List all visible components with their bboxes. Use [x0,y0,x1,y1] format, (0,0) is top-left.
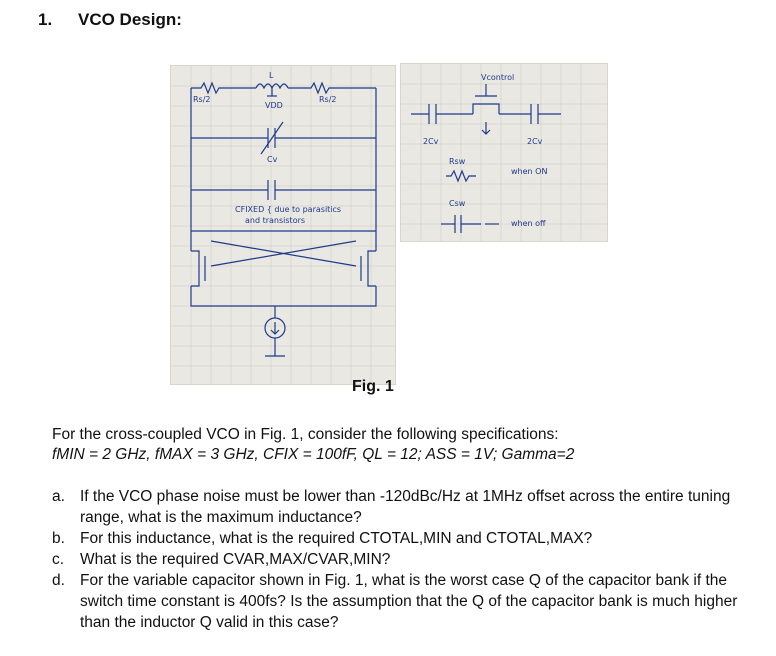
section-number: 1. [38,10,53,29]
question-marker: a. [52,488,65,505]
question-c [52,549,752,570]
label-rs-right: Rs/2 [319,95,337,104]
label-cfix-line2: and transistors [245,216,306,225]
label-2cv-left: 2Cv [423,137,439,146]
section-title: VCO Design: [78,10,182,29]
specifications: fMIN = 2 GHz, fMAX = 3 GHz, CFIX = 100fF, QL = 12; ASS = 1V; Gamma=2 [52,446,575,463]
question-text: What is the required CVAR,MAX/CVAR,MIN? [80,551,391,568]
label-vcontrol: Vcontrol [481,73,515,82]
label-cv: Cv [267,155,278,164]
intro-text: For the cross-coupled VCO in Fig. 1, consider the following specifications: [52,426,559,443]
question-b [52,528,752,549]
switched-cap-drawing [401,64,607,241]
label-inductor: L [269,71,274,80]
question-d [52,570,752,633]
label-2cv-right: 2Cv [527,137,543,146]
switched-cap-photo [400,63,608,242]
figure-caption: Fig. 1 [352,378,394,395]
question-marker: d. [52,572,65,589]
question-marker: c. [52,551,65,568]
question-list [52,486,752,633]
question-text: For this inductance, what is the required CTOTAL,MIN and CTOTAL,MAX? [80,530,593,547]
label-when-off: when off [511,219,546,228]
label-rsw: Rsw [449,157,466,166]
question-a [52,486,752,528]
label-csw: Csw [449,199,466,208]
vco-schematic-drawing [171,66,395,384]
label-vdd: VDD [265,101,283,110]
section-heading [38,10,182,30]
label-when-on: when ON [511,167,548,176]
vco-schematic-photo [170,65,396,385]
question-text: If the VCO phase noise must be lower than -120dBc/Hz at 1MHz offset across the entire tuning range, what is the maximum inductance? [80,488,731,526]
question-text: For the variable capacitor shown in Fig. 1, what is the worst case Q of the capacitor bank if the switch time constant is 400fs? Is the assumption that the Q of the capacitor bank is much higher than the inductor Q valid in this case? [80,572,738,631]
label-rs-left: Rs/2 [193,95,211,104]
question-marker: b. [52,530,65,547]
label-cfix-line1: CFIXED { due to parasitics [235,205,342,214]
